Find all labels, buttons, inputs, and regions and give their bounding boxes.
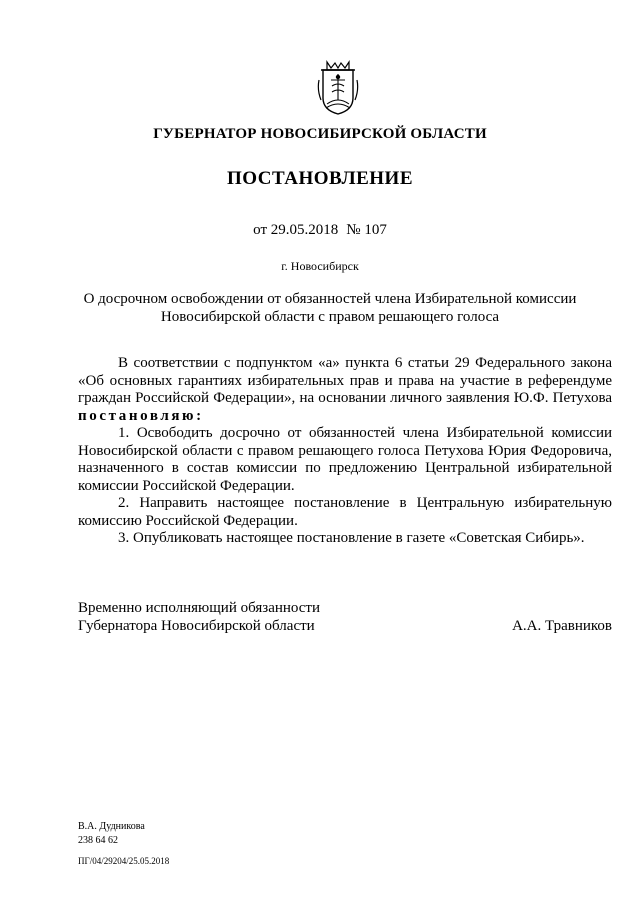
document-type: ПОСТАНОВЛЕНИЕ: [226, 168, 414, 189]
issue-city: г. Новосибирск: [281, 259, 359, 273]
executor-phone: 238 64 62: [78, 835, 118, 846]
date-number-line: [0, 222, 640, 239]
preamble-text: В соответствии с подпунктом «а» пункта 6 статьи 29 Федерального закона «Об основных гарантиях избирательных прав и права на участие в референдуме граждан Российской Федерации», на основании личного заявления Ю.Ф. Петухова: [78, 355, 612, 406]
document-body: [78, 355, 612, 548]
signer-position-line2: Губернатора Новосибирской области: [78, 618, 315, 634]
coat-of-arms-icon: [317, 60, 359, 116]
item-3: 3. Опубликовать настоящее постановление в газете «Советская Сибирь».: [118, 530, 585, 546]
executor-block: [78, 820, 145, 848]
document-number: № 107: [346, 222, 387, 238]
issuing-authority: ГУБЕРНАТОР НОВОСИБИРСКОЙ ОБЛАСТИ: [153, 126, 487, 142]
executor-name: В.А. Дудникова: [78, 821, 145, 832]
document-date: от 29.05.2018: [253, 222, 339, 238]
preamble-paragraph: [78, 355, 612, 425]
signer-name: А.А. Травников: [512, 618, 612, 634]
item-1: 1. Освободить досрочно от обязанностей члена Избирательной комиссии Новосибирской области с правом решающего голоса Петухова Юрия Федоровича, назначенного в состав комиссии по предложению Центральной избирательной комиссии Российской Федерации.: [78, 425, 612, 494]
resolve-word: постановляю:: [78, 407, 204, 424]
item-2: 2. Направить настоящее постановление в Центральную избирательную комиссию Российской Федерации.: [78, 495, 612, 529]
document-reference: ПГ/04/29204/25.05.2018: [78, 856, 170, 866]
signature-block: [78, 599, 612, 635]
document-subject: О досрочном освобождении от обязанностей члена Избирательной комиссии Новосибирской области с правом решающего голоса: [83, 291, 577, 325]
signer-position-line1: Временно исполняющий обязанности: [78, 600, 321, 616]
